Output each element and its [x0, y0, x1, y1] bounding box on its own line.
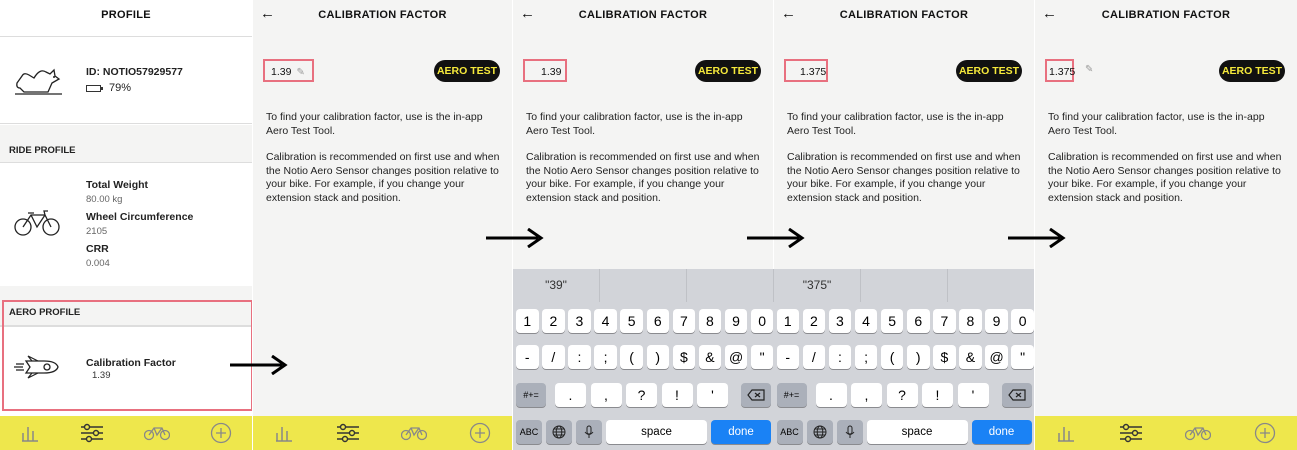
instruction-text: To find your calibration factor, use is the in-app Aero Test Tool. — [787, 111, 1004, 137]
key-5[interactable]: 5 — [881, 309, 904, 333]
highlight-box — [2, 300, 252, 411]
key-symbol[interactable]: @ — [985, 345, 1008, 369]
key-symbol[interactable]: ( — [881, 345, 904, 369]
key-symbol[interactable]: ) — [647, 345, 670, 369]
key-7[interactable]: 7 — [673, 309, 696, 333]
calibration-note: Calibration is recommended on first use and when the Notio Aero Sensor changes position relative to your bike. For example, if you change your extension stack and position. — [266, 151, 500, 204]
more-symbols-key[interactable]: #+= — [516, 383, 546, 407]
plus-circle-icon[interactable] — [210, 422, 232, 444]
total-weight-label: Total Weight — [86, 179, 149, 191]
key-punct[interactable]: . — [555, 383, 586, 407]
bottom-nav — [0, 416, 252, 450]
key-2[interactable]: 2 — [803, 309, 826, 333]
back-arrow-icon[interactable]: ← — [1042, 5, 1058, 22]
key-4[interactable]: 4 — [594, 309, 617, 333]
aero-test-button[interactable]: AERO TEST — [695, 60, 761, 82]
calibration-screen-4 — [1035, 0, 1297, 450]
calibration-factor-field[interactable]: 1.375 — [1045, 59, 1074, 82]
calibration-screen-1 — [253, 0, 512, 450]
suggestion-item[interactable]: "39" — [513, 269, 600, 302]
key-7[interactable]: 7 — [933, 309, 956, 333]
abc-key[interactable]: ABC — [516, 420, 542, 444]
page-title — [513, 0, 773, 31]
globe-icon[interactable] — [807, 420, 833, 444]
flow-arrow-icon — [747, 228, 805, 248]
sensor-icon — [14, 66, 64, 96]
done-button[interactable]: done — [711, 420, 771, 444]
sliders-icon[interactable] — [336, 423, 360, 443]
calibration-value: 1.39 — [271, 66, 292, 78]
back-arrow-icon[interactable]: ← — [781, 5, 797, 22]
battery-level: 79% — [109, 82, 132, 94]
plus-circle-icon[interactable] — [1254, 422, 1276, 444]
key-symbol[interactable]: - — [777, 345, 800, 369]
aero-test-button[interactable]: AERO TEST — [956, 60, 1022, 82]
bike-icon[interactable] — [401, 425, 427, 441]
total-weight-value: 80.00 kg — [86, 194, 123, 205]
suggestion-item[interactable] — [600, 269, 687, 302]
calibration-factor-input[interactable]: 1.375 — [784, 59, 828, 82]
ride-profile-header: RIDE PROFILE — [0, 125, 252, 163]
suggestion-bar — [513, 269, 1034, 302]
page-title: PROFILE — [0, 0, 252, 37]
calibration-factor-value: 1.39 — [92, 370, 111, 381]
page-title-text: CALIBRATION FACTOR — [578, 9, 708, 21]
key-1[interactable]: 1 — [516, 309, 539, 333]
ride-profile-row[interactable] — [0, 163, 252, 285]
bottom-nav — [1035, 416, 1297, 450]
key-symbol[interactable]: ( — [620, 345, 643, 369]
globe-icon[interactable] — [546, 420, 572, 444]
key-symbol[interactable]: ) — [907, 345, 930, 369]
bottom-nav — [253, 416, 512, 450]
page-title-text: CALIBRATION FACTOR — [1101, 9, 1231, 21]
crr-label: CRR — [86, 243, 109, 255]
key-symbol[interactable]: : — [829, 345, 852, 369]
key-symbol[interactable]: / — [542, 345, 565, 369]
calibration-note: Calibration is recommended on first use and when the Notio Aero Sensor changes position relative to your bike. For example, if you change your extension stack and position. — [526, 151, 760, 204]
suggestion-item[interactable]: "375" — [774, 269, 861, 302]
bike-icon — [14, 209, 60, 237]
back-arrow-icon[interactable]: ← — [520, 5, 536, 22]
aero-test-button[interactable]: AERO TEST — [434, 60, 500, 82]
calibration-note: Calibration is recommended on first use and when the Notio Aero Sensor changes position relative to your bike. For example, if you change your extension stack and position. — [1048, 151, 1282, 204]
back-arrow-icon[interactable]: ← — [260, 5, 276, 22]
calibration-factor-field[interactable] — [263, 59, 314, 82]
done-button[interactable]: done — [972, 420, 1032, 444]
battery-icon — [86, 85, 101, 92]
key-symbol[interactable]: " — [751, 345, 774, 369]
profile-screen — [0, 0, 252, 450]
page-title-text: CALIBRATION FACTOR — [318, 9, 447, 21]
key-symbol[interactable]: / — [803, 345, 826, 369]
backspace-icon[interactable] — [741, 383, 771, 407]
key-9[interactable]: 9 — [725, 309, 748, 333]
space-key[interactable]: space — [867, 420, 968, 444]
calibration-factor-label: Calibration Factor — [86, 357, 176, 369]
page-title — [774, 0, 1034, 31]
key-punct[interactable]: , — [851, 383, 882, 407]
page-title-text: CALIBRATION FACTOR — [839, 9, 969, 21]
space-key[interactable]: space — [606, 420, 707, 444]
key-3[interactable]: 3 — [568, 309, 591, 333]
pencil-icon[interactable]: ✎ — [1085, 64, 1094, 75]
key-punct[interactable]: . — [816, 383, 847, 407]
key-punct[interactable]: , — [591, 383, 622, 407]
key-punct[interactable]: ! — [922, 383, 953, 407]
crr-value: 0.004 — [86, 258, 110, 269]
key-5[interactable]: 5 — [620, 309, 643, 333]
flow-arrow-icon — [230, 355, 288, 375]
key-4[interactable]: 4 — [855, 309, 878, 333]
plus-circle-icon[interactable] — [469, 422, 491, 444]
key-1[interactable]: 1 — [777, 309, 800, 333]
key-symbol[interactable]: : — [568, 345, 591, 369]
key-symbol[interactable]: ; — [594, 345, 617, 369]
instruction-text: To find your calibration factor, use is the in-app Aero Test Tool. — [266, 111, 483, 137]
key-8[interactable]: 8 — [699, 309, 722, 333]
page-title — [253, 0, 512, 31]
bar-chart-icon[interactable] — [20, 423, 40, 443]
key-symbol[interactable]: ; — [855, 345, 878, 369]
key-3[interactable]: 3 — [829, 309, 852, 333]
calibration-factor-input[interactable]: 1.39 — [523, 59, 567, 82]
key-punct[interactable]: ? — [626, 383, 657, 407]
key-symbol[interactable]: & — [959, 345, 982, 369]
key-punct[interactable]: ' — [958, 383, 989, 407]
mic-icon[interactable] — [576, 420, 602, 444]
suggestion-item[interactable] — [948, 269, 1034, 302]
bar-chart-icon[interactable] — [274, 423, 294, 443]
flow-arrow-icon — [486, 228, 544, 248]
key-symbol[interactable]: " — [1011, 345, 1034, 369]
key-0[interactable]: 0 — [1011, 309, 1034, 333]
backspace-icon[interactable] — [1002, 383, 1032, 407]
bar-chart-icon[interactable] — [1056, 423, 1076, 443]
abc-key[interactable]: ABC — [777, 420, 803, 444]
key-punct[interactable]: ' — [697, 383, 728, 407]
wheel-circumference-label: Wheel Circumference — [86, 211, 194, 223]
key-9[interactable]: 9 — [985, 309, 1008, 333]
suggestion-item[interactable] — [861, 269, 948, 302]
aero-test-button[interactable]: AERO TEST — [1219, 60, 1285, 82]
key-symbol[interactable]: $ — [933, 345, 956, 369]
device-id: ID: NOTIO57929577 — [86, 66, 183, 78]
key-punct[interactable]: ! — [662, 383, 693, 407]
key-0[interactable]: 0 — [751, 309, 774, 333]
key-8[interactable]: 8 — [959, 309, 982, 333]
instruction-text: To find your calibration factor, use is the in-app Aero Test Tool. — [526, 111, 743, 137]
sliders-icon[interactable] — [80, 423, 104, 443]
key-symbol[interactable]: $ — [673, 345, 696, 369]
suggestion-item[interactable] — [687, 269, 774, 302]
key-2[interactable]: 2 — [542, 309, 565, 333]
instruction-text: To find your calibration factor, use is the in-app Aero Test Tool. — [1048, 111, 1265, 137]
more-symbols-key[interactable]: #+= — [777, 383, 807, 407]
key-symbol[interactable]: @ — [725, 345, 748, 369]
page-title — [1035, 0, 1297, 31]
aero-profile-header: AERO PROFILE — [0, 286, 252, 326]
pencil-icon[interactable]: ✎ — [296, 67, 305, 78]
battery-status — [86, 82, 131, 94]
numeric-keyboard — [513, 269, 1034, 450]
key-6[interactable]: 6 — [907, 309, 930, 333]
device-row[interactable] — [0, 38, 252, 124]
key-punct[interactable]: ? — [887, 383, 918, 407]
key-6[interactable]: 6 — [647, 309, 670, 333]
mic-icon[interactable] — [837, 420, 863, 444]
key-symbol[interactable]: - — [516, 345, 539, 369]
bike-icon[interactable] — [1185, 425, 1211, 441]
key-symbol[interactable]: & — [699, 345, 722, 369]
calibration-note: Calibration is recommended on first use and when the Notio Aero Sensor changes position relative to your bike. For example, if you change your extension stack and position. — [787, 151, 1021, 204]
flow-arrow-icon — [1008, 228, 1066, 248]
sliders-icon[interactable] — [1119, 423, 1143, 443]
wheel-circumference-value: 2105 — [86, 226, 108, 237]
bike-icon[interactable] — [144, 425, 170, 441]
